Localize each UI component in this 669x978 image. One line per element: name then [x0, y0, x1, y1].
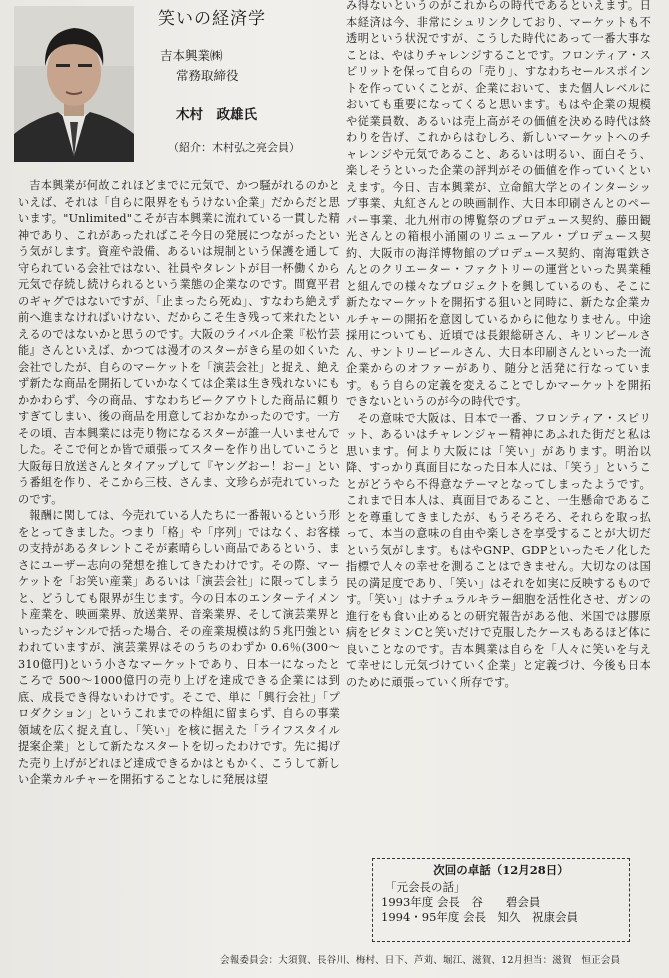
body-paragraph: 吉本興業が何故これほどまでに元気で、かつ騒がれるのかといえば、それは「自らに限界をもうけない企業」だからだと思います。"Unlimited"こそが吉本興業に流れている一貫した精神であり、これがあったればこそ今日の発展につながったという気がします。資産や設備、あるいは規制という保護を通して守られている会社ではない、社員やタレントが目一杯働くから元気で存続し続けられるという業態の企業なのです。間寛平君のギャグではないですが、「止まったら死ぬ」、すなわち絶えず前へ進まなければいけない、だからこそ生き残って来れたといえるのではないかと思うのです。大阪のライバル企業『松竹芸能』さんといえば、かつては漫才のスターがきら星の如くいた会社でしたが、自らのマーケットを「演芸会社」と捉え、絶えず新たな商品を開拓していかなくては企業は生き残れないにもかかわらず、今の商品、すなわちビークアウトした商品に頼りすぎてしまい、後の商品を用意しておかなかったのです。一方その頃、吉本興業には売り物になるスターが誰一人いませんでした。そこで何とか皆で頑張ってスターを作り出していこうと大阪毎日放送さんとタイアップして『ヤングおー！おー』という番組を作り、そこから三枝、さんま、文珍らが売れていったのです。 — [18, 179, 340, 506]
notice-speaker-name: 谷 碧会員 — [471, 895, 541, 909]
speaker-company: 吉本興業㈱ — [160, 48, 223, 63]
speaker-name: 木村 政雄氏 — [176, 107, 257, 123]
introducer: （紹介：木村弘之亮会員） — [168, 141, 300, 154]
body-paragraph: 報酬に関しては、今売れている人たちに一番報いるという形をとってきました。つまり「格」や「序列」ではなく、お客様の支持があるタレントこそが素晴らしい商品であるという、まさにユーザー志向の発想を推してきたわけです。その際、マーケットを「お笑い産業」あるいは「演芸会社」に限ってしまうと、どうしても限界が生じます。今の日本のエンターテイメント産業を、映画業界、放送業界、音楽業界、そして演芸業界といったジャンルで括った場合、その産業規模は約５兆円強といわれていますが、演芸業界はそのうちのわずか 0.6％(300〜310億円)という小さなマーケットであり、日本一になったところで 500〜1000億円の売り上げを達成できる企業には到底、成長でき得ないわけです。そこで、単に「興行会社」「プロダクション」というこれまでの枠組に留まらず、自らの事業領域を広く捉え直し、「笑い」を核に据えた「ライフスタイル提案企業」として新たなスタートを切ったわけです。先に掲げた売り上げがどれほど達成できるかはともかく、こうして新しい企業カルチャーを開拓することなしに発展は望 — [18, 509, 340, 786]
body-column-right — [346, 0, 651, 848]
speaker-photo — [14, 6, 134, 162]
notice-speaker-name: 知久 祝康会員 — [497, 910, 579, 924]
notice-speaker-row — [381, 895, 621, 910]
speaker-position: 常務取締役 — [176, 68, 239, 83]
notice-speaker-row — [381, 910, 621, 925]
editorial-committee-footer: 会報委員会：大須賀、長谷川、梅村、日下、芦苅、堀江、滋賀、12月担当：滋賀 恒正会員 — [220, 955, 621, 966]
next-talk-notice — [372, 858, 630, 942]
notice-talk-title: 「元会長の話」 — [385, 880, 466, 894]
notice-speaker-year: 1993年度 会長 — [381, 895, 460, 909]
notice-title: 次回の卓話（12月28日） — [433, 863, 569, 877]
article-title: 笑いの経済学 — [158, 9, 266, 29]
portrait-image — [14, 6, 134, 162]
body-column-left — [18, 178, 340, 953]
notice-speaker-year: 1994・95年度 会長 — [381, 910, 487, 924]
body-paragraph: み得ないというのがこれからの時代であるといえます。日本経済は今、非常にシュリンクしており、マーケットも不透明という状況ですが、こうした時代にあって一番大事なことは、やはりチャレンジすることです。フロンティア・スピリットを保って自らの「売り」、すなわちセールスポイントを作っていくことが、企業において、また個人レベルにおいても重要になってくると思います。もはや企業の規模や従業員数、あるいは売上高がその価値を決める時代は終わりを告げ、これからはむしろ、新しいマーケットへのチャレンジや元気であること、あるいは明るい、面白そう、楽しそうといった企業の評判がその価値を作っていくといえます。今日、吉本興業が、立命館大学とのインターシップ事業、丸紅さんとの映画制作、大日本印刷さんとのペーパー事業、北九州市の博覧祭のプロデュース契約、藤田観光さんとの箱根小涌園のリニューアル・プロデュース契約、大阪市の海洋博物館のプロデュース契約、南海電鉄さんとのクリエーター・ファクトリーの運営といった異業種と組んでの様々なプロジェクトを興しているのも、そこに新たなマーケットを開拓する狙いと同時に、新たな企業カルチャーの開拓を意図しているからに他なりません。中途採用についても、近頃では長銀総研さん、キリンビールさん、サントリービールさん、大日本印刷さんといった一流企業からのオファーがあり、随分と活発に行なっています。もう自らの定義を変えることでしかマーケットを開拓できないというのが今の時代です。 — [346, 0, 651, 408]
body-paragraph: その意味で大阪は、日本で一番、フロンティア・スピリット、あるいはチャレンジャー精神にあふれた街だと私は思います。何より大阪には「笑い」があります。明治以降、すっかり真面目になった日本人には、「笑う」ということがどうやら不得意なテーマとなってしまったようです。これまで日本人は、真面目であること、一生懸命であることを尊重してきましたが、もうそろそろ、それらを取っ払って、本当の意味の自由や楽しさを享受することが大切だという気がします。もはやGNP、GDPといったモノ化した指標で人々の幸せを測ることはできません。大切なのは国民の満足度であり、「笑い」はそれを如実に反映するものです。「笑い」はナチュラルキラー細胞を活性化させ、ガンの進行をも食い止めるとの研究報告がある他、米国では膠原病をビタミンCと笑いだけで克服したケースもあるほど体に良いことなのです。吉本興業は自らを「人々に笑いを与えて幸せにし元気づけていく企業」と定義づけ、今後も日本のために頑張っていく所存です。 — [346, 411, 651, 689]
